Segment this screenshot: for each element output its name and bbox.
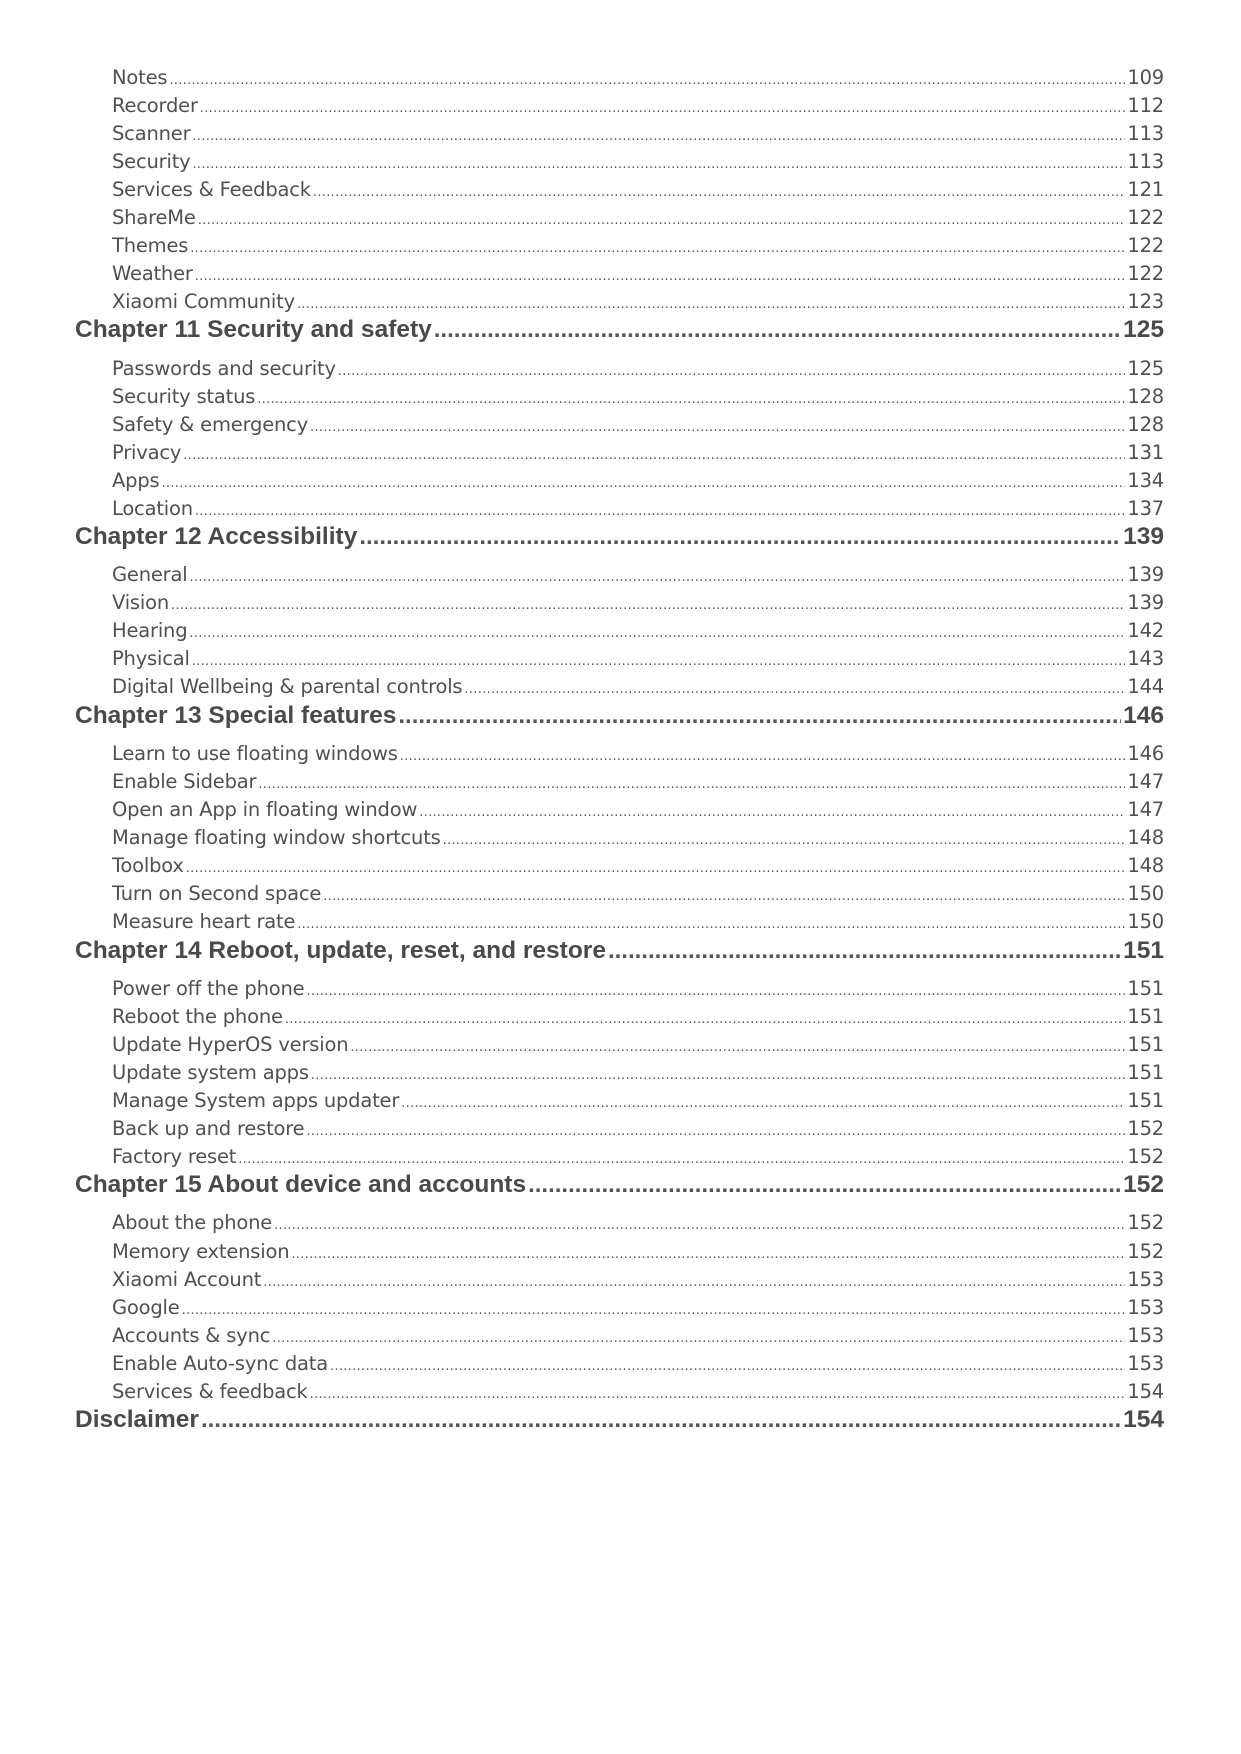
toc-entry-title: Security — [112, 150, 191, 173]
toc-page-number: 151 — [1127, 1033, 1164, 1056]
dot-leader — [350, 1040, 1125, 1055]
dot-leader — [201, 1406, 1121, 1434]
toc-page-number: 139 — [1127, 591, 1164, 614]
dot-leader — [263, 1275, 1125, 1290]
toc-entry-title: Apps — [112, 469, 160, 492]
toc-entry-title: Memory extension — [112, 1240, 290, 1263]
dot-leader — [258, 777, 1125, 792]
toc-section-entry[interactable] — [112, 1352, 1164, 1375]
toc-page-number: 109 — [1127, 66, 1164, 89]
toc-section-entry[interactable] — [112, 798, 1164, 821]
dot-leader — [183, 448, 1125, 463]
toc-entry-title: Security status — [112, 385, 256, 408]
toc-page-number: 154 — [1123, 1406, 1164, 1433]
toc-entry-title: Xiaomi Account — [112, 1268, 262, 1291]
toc-entry-title: Digital Wellbeing & parental controls — [112, 675, 463, 698]
dot-leader — [443, 833, 1126, 848]
toc-section-entry[interactable] — [112, 563, 1164, 586]
toc-page-number: 148 — [1127, 854, 1164, 877]
dot-leader — [401, 1096, 1125, 1111]
toc-chapter-entry[interactable] — [75, 523, 1164, 551]
toc-entry-title: Privacy — [112, 441, 182, 464]
dot-leader — [323, 889, 1125, 904]
toc-section-entry[interactable] — [112, 122, 1164, 145]
toc-entry-title: Enable Sidebar — [112, 770, 257, 793]
toc-page-number: 143 — [1127, 647, 1164, 670]
toc-page-number: 122 — [1127, 206, 1164, 229]
dot-leader — [198, 213, 1126, 228]
toc-page-number: 142 — [1127, 619, 1164, 642]
toc-section-entry[interactable] — [112, 1296, 1164, 1319]
toc-chapter-entry[interactable] — [75, 937, 1164, 965]
toc-entry-title: Update HyperOS version — [112, 1033, 349, 1056]
toc-entry-title: Power off the phone — [112, 977, 305, 1000]
toc-page-number: 137 — [1127, 497, 1164, 520]
dot-leader — [161, 476, 1125, 491]
dot-leader — [192, 157, 1125, 172]
dot-leader — [310, 1387, 1126, 1402]
toc-page-number: 122 — [1127, 262, 1164, 285]
dot-leader — [190, 241, 1125, 256]
dot-leader — [313, 185, 1125, 200]
toc-section-entry[interactable] — [112, 1117, 1164, 1140]
toc-section-entry[interactable] — [112, 206, 1164, 229]
toc-section-entry[interactable] — [112, 94, 1164, 117]
dot-leader — [285, 1012, 1126, 1027]
toc-section-entry[interactable] — [112, 357, 1164, 380]
toc-page-number: 151 — [1123, 937, 1164, 964]
toc-page-number: 151 — [1127, 1005, 1164, 1028]
toc-entry-title: ShareMe — [112, 206, 196, 229]
toc-section-entry[interactable] — [112, 675, 1164, 698]
toc-section-entry[interactable] — [112, 882, 1164, 905]
dot-leader — [434, 316, 1121, 344]
toc-page-number: 153 — [1127, 1352, 1164, 1375]
toc-section-entry[interactable] — [112, 1005, 1164, 1028]
dot-leader — [306, 1124, 1125, 1139]
dot-leader — [400, 749, 1126, 764]
toc-page-number: 150 — [1127, 910, 1164, 933]
toc-entry-title: Back up and restore — [112, 1117, 305, 1140]
toc-page-number: 154 — [1127, 1380, 1164, 1403]
dot-leader — [338, 364, 1126, 379]
toc-section-entry[interactable] — [112, 977, 1164, 1000]
toc-page-number: 151 — [1127, 1089, 1164, 1112]
toc-section-entry[interactable] — [112, 385, 1164, 408]
dot-leader — [238, 1152, 1125, 1167]
toc-page-number: 125 — [1127, 357, 1164, 380]
dot-leader — [297, 917, 1125, 932]
toc-entry-title: Scanner — [112, 122, 191, 145]
toc-chapter-entry[interactable] — [75, 702, 1164, 730]
toc-entry-title: Open an App in floating window — [112, 798, 418, 821]
toc-page-number: 152 — [1127, 1145, 1164, 1168]
toc-section-entry[interactable] — [112, 290, 1164, 313]
dot-leader — [297, 297, 1125, 312]
toc-page-number: 153 — [1127, 1324, 1164, 1347]
toc-section-entry[interactable] — [112, 413, 1164, 436]
toc-entry-title: Reboot the phone — [112, 1005, 283, 1028]
toc-page-number: 121 — [1127, 178, 1164, 201]
toc-page-number: 113 — [1127, 122, 1164, 145]
toc-entry-title: Hearing — [112, 619, 188, 642]
dot-leader — [419, 805, 1125, 820]
toc-page-number: 152 — [1127, 1240, 1164, 1263]
toc-page-number: 134 — [1127, 469, 1164, 492]
dot-leader — [186, 861, 1126, 876]
toc-page-number: 128 — [1127, 413, 1164, 436]
dot-leader — [192, 654, 1126, 669]
dot-leader — [306, 984, 1125, 999]
toc-entry-title: Weather — [112, 262, 193, 285]
toc-page-number: 153 — [1127, 1296, 1164, 1319]
toc-chapter-entry[interactable] — [75, 1406, 1164, 1434]
dot-leader — [274, 1218, 1125, 1233]
toc-section-entry[interactable] — [112, 469, 1164, 492]
toc-entry-title: Chapter 13 Special features — [75, 702, 397, 729]
dot-leader — [272, 1331, 1125, 1346]
toc-entry-title: Chapter 11 Security and safety — [75, 316, 432, 343]
dot-leader — [257, 392, 1125, 407]
toc-entry-title: Notes — [112, 66, 168, 89]
toc-page-number: 139 — [1123, 523, 1164, 550]
toc-section-entry[interactable] — [112, 1211, 1164, 1234]
dot-leader — [182, 1303, 1126, 1318]
toc-entry-title: Vision — [112, 591, 169, 614]
dot-leader — [291, 1247, 1125, 1262]
toc-entry-title: Turn on Second space — [112, 882, 322, 905]
toc-section-entry[interactable] — [112, 1240, 1164, 1263]
toc-section-entry[interactable] — [112, 150, 1164, 173]
dot-leader — [169, 73, 1125, 88]
dot-leader — [171, 598, 1125, 613]
dot-leader — [311, 1068, 1126, 1083]
toc-section-entry[interactable] — [112, 178, 1164, 201]
toc-entry-title: Enable Auto-sync data — [112, 1352, 328, 1375]
toc-entry-title: Factory reset — [112, 1145, 237, 1168]
toc-section-entry[interactable] — [112, 619, 1164, 642]
dot-leader — [398, 702, 1121, 730]
toc-section-entry[interactable] — [112, 1089, 1164, 1112]
toc-entry-title: Passwords and security — [112, 357, 336, 380]
toc-section-entry[interactable] — [112, 910, 1164, 933]
toc-chapter-entry[interactable] — [75, 316, 1164, 344]
toc-page-number: 131 — [1127, 441, 1164, 464]
toc-section-entry[interactable] — [112, 497, 1164, 520]
toc-page-number: 144 — [1127, 675, 1164, 698]
toc-entry-title: Location — [112, 497, 193, 520]
toc-entry-title: Chapter 15 About device and accounts — [75, 1171, 527, 1198]
toc-entry-title: Learn to use floating windows — [112, 742, 398, 765]
toc-section-entry[interactable] — [112, 591, 1164, 614]
toc-page-number: 153 — [1127, 1268, 1164, 1291]
toc-page-number: 113 — [1127, 150, 1164, 173]
toc-entry-title: General — [112, 563, 188, 586]
toc-page-number: 139 — [1127, 563, 1164, 586]
toc-section-entry[interactable] — [112, 441, 1164, 464]
toc-page-number: 148 — [1127, 826, 1164, 849]
dot-leader — [200, 101, 1126, 116]
toc-entry-title: Themes — [112, 234, 189, 257]
toc-section-entry[interactable] — [112, 742, 1164, 765]
toc-entry-title: Manage floating window shortcuts — [112, 826, 441, 849]
toc-entry-title: Measure heart rate — [112, 910, 296, 933]
toc-page-number: 147 — [1127, 798, 1164, 821]
toc-section-entry[interactable] — [112, 826, 1164, 849]
toc-section-entry[interactable] — [112, 854, 1164, 877]
toc-entry-title: Manage System apps updater — [112, 1089, 400, 1112]
dot-leader — [608, 937, 1121, 965]
toc-page-number: 112 — [1127, 94, 1164, 117]
toc-entry-title: Toolbox — [112, 854, 184, 877]
dot-leader — [189, 626, 1125, 641]
toc-section-entry[interactable] — [112, 647, 1164, 670]
toc-entry-title: Disclaimer — [75, 1406, 199, 1433]
dot-leader — [330, 1359, 1125, 1374]
toc-page-number: 146 — [1123, 702, 1164, 729]
dot-leader — [359, 523, 1121, 551]
toc-section-entry[interactable] — [112, 1380, 1164, 1403]
toc-section-entry[interactable] — [112, 66, 1164, 89]
toc-entry-title: Safety & emergency — [112, 413, 309, 436]
toc-entry-title: Update system apps — [112, 1061, 309, 1084]
toc-section-entry[interactable] — [112, 1145, 1164, 1168]
dot-leader — [189, 570, 1125, 585]
toc-entry-title: Chapter 14 Reboot, update, reset, and restore — [75, 937, 606, 964]
toc-section-entry[interactable] — [112, 1033, 1164, 1056]
toc-section-entry[interactable] — [112, 1324, 1164, 1347]
dot-leader — [528, 1171, 1121, 1199]
toc-entry-title: Xiaomi Community — [112, 290, 295, 313]
toc-page-number: 147 — [1127, 770, 1164, 793]
toc-section-entry[interactable] — [112, 262, 1164, 285]
toc-section-entry[interactable] — [112, 1061, 1164, 1084]
toc-page-number: 151 — [1127, 1061, 1164, 1084]
toc-page-number: 125 — [1123, 316, 1164, 343]
dot-leader — [464, 682, 1125, 697]
toc-page-number: 151 — [1127, 977, 1164, 1000]
toc-entry-title: Physical — [112, 647, 190, 670]
toc-entry-title: About the phone — [112, 1211, 273, 1234]
toc-page-number: 152 — [1123, 1171, 1164, 1198]
toc-page-number: 152 — [1127, 1211, 1164, 1234]
toc-page-number: 150 — [1127, 882, 1164, 905]
dot-leader — [310, 420, 1125, 435]
toc-entry-title: Recorder — [112, 94, 198, 117]
toc-page-number: 152 — [1127, 1117, 1164, 1140]
toc-entry-title: Google — [112, 1296, 180, 1319]
dot-leader — [192, 129, 1125, 144]
toc-page-number: 128 — [1127, 385, 1164, 408]
toc-page-number: 123 — [1127, 290, 1164, 313]
toc-page-number: 122 — [1127, 234, 1164, 257]
toc-section-entry[interactable] — [112, 234, 1164, 257]
toc-section-entry[interactable] — [112, 770, 1164, 793]
toc-page-number: 146 — [1127, 742, 1164, 765]
toc-entry-title: Accounts & sync — [112, 1324, 271, 1347]
toc-entry-title: Services & feedback — [112, 1380, 308, 1403]
toc-entry-title: Chapter 12 Accessibility — [75, 523, 358, 550]
toc-chapter-entry[interactable] — [75, 1171, 1164, 1199]
toc-entry-title: Services & Feedback — [112, 178, 311, 201]
dot-leader — [195, 504, 1125, 519]
dot-leader — [195, 269, 1126, 284]
toc-section-entry[interactable] — [112, 1268, 1164, 1291]
